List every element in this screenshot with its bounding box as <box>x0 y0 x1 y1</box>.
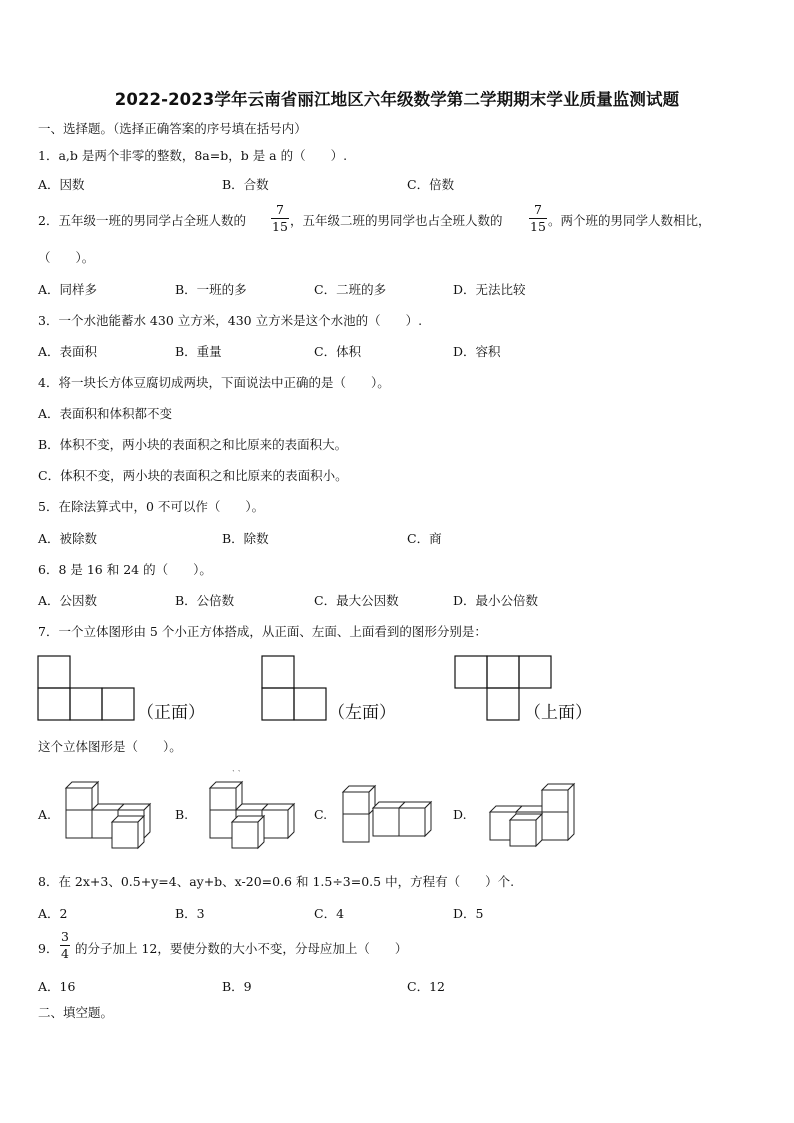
q6-option-c[interactable]: C．最大公因数 <box>314 593 399 608</box>
q9-option-a[interactable]: A．16 <box>38 979 76 994</box>
q7-choice-d-figure[interactable] <box>488 778 580 848</box>
frac-numerator: 7 <box>275 202 284 217</box>
question-9-prefix: 9． <box>38 941 59 956</box>
left-view-label: （左面） <box>328 703 396 723</box>
fraction-7-15-b <box>529 203 547 234</box>
frac-numerator: 7 <box>533 202 542 217</box>
q7-choice-c-figure[interactable] <box>341 780 437 846</box>
question-6: 6．8 是 16 和 24 的（ ）。 <box>38 562 212 577</box>
q2-option-b[interactable]: B．一班的多 <box>175 282 247 297</box>
question-5: 5．在除法算式中，0 不可以作（ ）。 <box>38 499 265 514</box>
question-3: 3．一个水池能蓄水 430 立方米，430 立方米是这个水池的（ ）. <box>38 313 423 328</box>
top-view-label: （上面） <box>524 703 592 723</box>
q9-option-c[interactable]: C．12 <box>407 979 445 994</box>
front-view-diagram <box>38 656 138 722</box>
q7-choice-b-figure[interactable] <box>208 772 298 850</box>
q2-option-d[interactable]: D．无法比较 <box>453 282 526 297</box>
svg-text:` `: ` ` <box>232 770 242 778</box>
q1-option-c[interactable]: C．倍数 <box>407 177 455 192</box>
frac-denominator: 15 <box>272 219 288 234</box>
q6-option-d[interactable]: D．最小公倍数 <box>453 593 539 608</box>
q7-choice-a-figure[interactable] <box>64 780 154 850</box>
q5-option-a[interactable]: A．被除数 <box>38 531 98 546</box>
question-2-part1: 2．五年级一班的男同学占全班人数的 <box>38 213 246 228</box>
question-1: 1．a,b 是两个非零的整数，8a=b，b 是 a 的（ ）. <box>38 148 348 163</box>
q1-option-a[interactable]: A．因数 <box>38 177 85 192</box>
q9-option-b[interactable]: B．9 <box>222 979 252 994</box>
q8-option-c[interactable]: C．4 <box>314 906 345 921</box>
section-fill-heading: 二、填空题。 <box>38 1005 114 1020</box>
question-7: 7．一个立体图形由 5 个小正方体搭成，从正面、左面、上面看到的图形分别是： <box>38 624 487 639</box>
q6-option-a[interactable]: A．公因数 <box>38 593 98 608</box>
q4-option-a[interactable]: A．表面积和体积都不变 <box>38 406 173 421</box>
question-9: 的分子加上 12，要使分数的大小不变，分母应加上（ ） <box>75 941 408 956</box>
question-8: 8．在 2x+3、0.5+y=4、ay+b、x-20=0.6 和 1.5÷3=0.5 中，方程有（ ）个. <box>38 874 515 889</box>
frac-denominator: 15 <box>530 219 546 234</box>
q5-option-b[interactable]: B．除数 <box>222 531 269 546</box>
q7-choice-b-letter[interactable]: B. <box>175 807 189 822</box>
q6-option-b[interactable]: B．公倍数 <box>175 593 235 608</box>
q8-option-d[interactable]: D．5 <box>453 906 484 921</box>
q7-choice-a-letter[interactable]: A. <box>38 807 52 822</box>
frac-numerator: 3 <box>61 929 69 944</box>
q7-choice-d-letter[interactable]: D. <box>453 807 467 822</box>
question-4: 4．将一块长方体豆腐切成两块，下面说法中正确的是（ ）。 <box>38 375 390 390</box>
question-2-blank: （ ）。 <box>38 250 95 265</box>
fraction-3-4 <box>60 930 70 961</box>
left-view-diagram <box>262 656 332 722</box>
q2-option-a[interactable]: A．同样多 <box>38 282 98 297</box>
q3-option-a[interactable]: A．表面积 <box>38 344 98 359</box>
section-choice-heading: 一、选择题。（选择正确答案的序号填在括号内） <box>38 121 307 136</box>
q3-option-d[interactable]: D．容积 <box>453 344 501 359</box>
frac-denominator: 4 <box>61 946 69 961</box>
front-view-label: （正面） <box>137 703 205 723</box>
q8-option-a[interactable]: A．2 <box>38 906 68 921</box>
q7-choice-c-letter[interactable]: C. <box>314 807 328 822</box>
page-title: 2022-2023学年云南省丽江地区六年级数学第二学期期末学业质量监测试题 <box>114 90 680 109</box>
question-2-part2: ，五年级二班的男同学也占全班人数的 <box>290 213 503 228</box>
q3-option-c[interactable]: C．体积 <box>314 344 362 359</box>
question-7-prompt: 这个立体图形是（ ）。 <box>38 739 182 754</box>
q3-option-b[interactable]: B．重量 <box>175 344 222 359</box>
q8-option-b[interactable]: B．3 <box>175 906 205 921</box>
q4-option-c[interactable]: C．体积不变，两小块的表面积之和比原来的表面积小。 <box>38 468 348 483</box>
q4-option-b[interactable]: B．体积不变，两小块的表面积之和比原来的表面积大。 <box>38 437 348 452</box>
q5-option-c[interactable]: C．商 <box>407 531 442 546</box>
q2-option-c[interactable]: C．二班的多 <box>314 282 387 297</box>
q1-option-b[interactable]: B．合数 <box>222 177 269 192</box>
question-2-part3: 。两个班的男同学人数相比， <box>548 213 711 228</box>
fraction-7-15-a <box>271 203 289 234</box>
